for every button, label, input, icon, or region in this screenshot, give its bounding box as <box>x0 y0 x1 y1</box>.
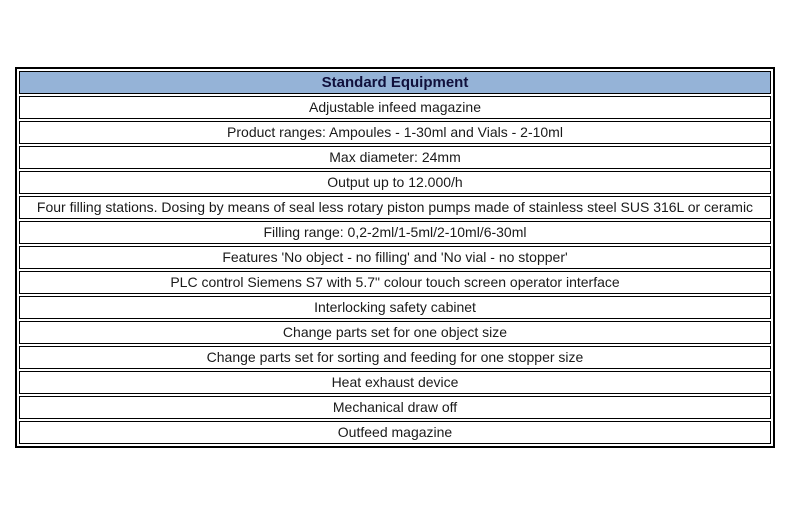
spec-table <box>15 67 775 448</box>
table-header: Standard Equipment <box>19 71 771 94</box>
table-cell: Mechanical draw off <box>19 396 771 419</box>
table-row <box>19 171 771 194</box>
table-cell: Max diameter: 24mm <box>19 146 771 169</box>
table-cell: PLC control Siemens S7 with 5.7" colour touch screen operator interface <box>19 271 771 294</box>
table-row <box>19 221 771 244</box>
table-row <box>19 96 771 119</box>
table-row <box>19 296 771 319</box>
table-row <box>19 321 771 344</box>
table-row <box>19 271 771 294</box>
table-header-row <box>19 71 771 94</box>
table-row <box>19 421 771 444</box>
table-cell: Four filling stations. Dosing by means of seal less rotary piston pumps made of stainless steel SUS 316L or ceramic <box>19 196 771 219</box>
table-cell: Filling range: 0,2-2ml/1-5ml/2-10ml/6-30ml <box>19 221 771 244</box>
table-cell: Outfeed magazine <box>19 421 771 444</box>
table-row <box>19 121 771 144</box>
table-row <box>19 396 771 419</box>
table-row <box>19 346 771 369</box>
table-row <box>19 196 771 219</box>
table-cell: Output up to 12.000/h <box>19 171 771 194</box>
table-cell: Heat exhaust device <box>19 371 771 394</box>
table-row <box>19 371 771 394</box>
table-cell: Adjustable infeed magazine <box>19 96 771 119</box>
table-cell: Change parts set for sorting and feeding for one stopper size <box>19 346 771 369</box>
table-cell: Interlocking safety cabinet <box>19 296 771 319</box>
table-row <box>19 246 771 269</box>
table-row <box>19 146 771 169</box>
table-cell: Change parts set for one object size <box>19 321 771 344</box>
standard-equipment-table <box>15 67 775 448</box>
table-cell: Features 'No object - no filling' and 'No vial - no stopper' <box>19 246 771 269</box>
table-cell: Product ranges: Ampoules - 1-30ml and Vials - 2-10ml <box>19 121 771 144</box>
